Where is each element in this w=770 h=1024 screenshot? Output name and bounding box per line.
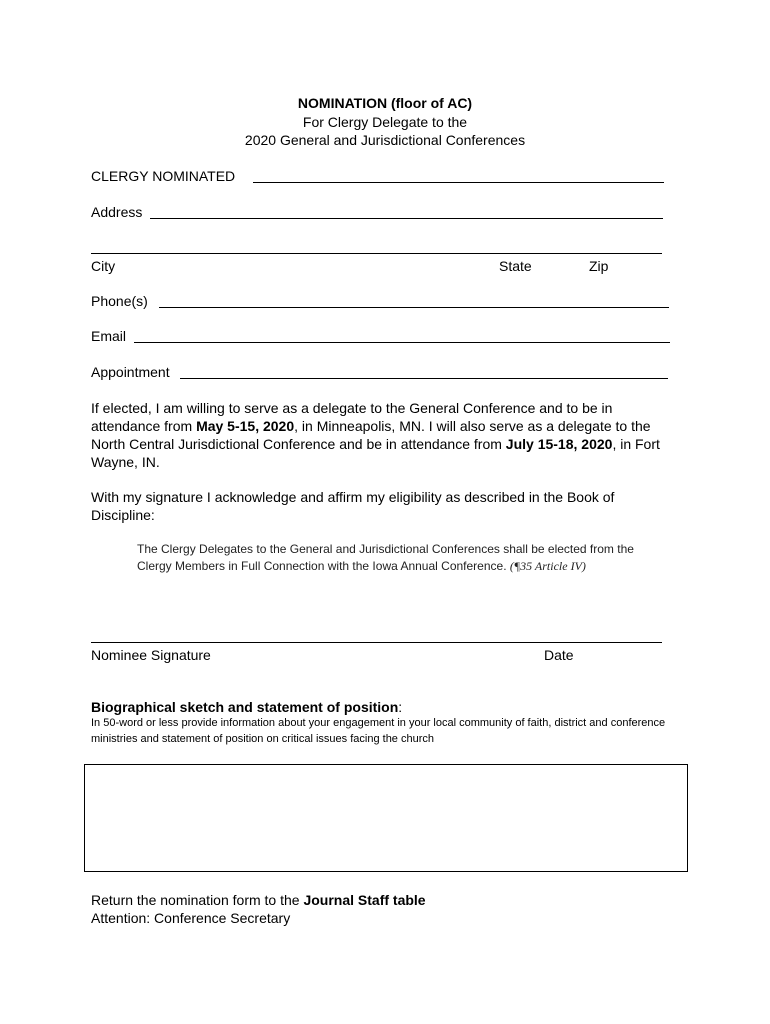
statement-text-2: , in Minneapolis, MN. I will also serve as a delegate to the North Central Jurisdictional Conference and be in attendance from xyxy=(91,418,651,452)
general-conference-dates: May 5-15, 2020 xyxy=(196,418,295,434)
attention-line: Attention: Conference Secretary xyxy=(91,910,291,926)
form-subtitle-line-1: For Clergy Delegate to the xyxy=(302,114,468,130)
return-instructions xyxy=(91,891,426,909)
discipline-quote xyxy=(137,541,667,575)
address-field-line-1[interactable] xyxy=(150,218,663,219)
bio-heading xyxy=(91,698,402,716)
bio-heading-text: Biographical sketch and statement of position xyxy=(91,699,399,715)
journal-staff-table: Journal Staff table xyxy=(303,892,426,908)
bio-instructions: In 50-word or less provide information about your engagement in your local community of faith, district and conference ministries and statement of position on critical issues facing the church xyxy=(91,717,666,745)
bio-text-box[interactable] xyxy=(84,764,688,872)
return-text: Return the nomination form to the xyxy=(91,892,304,908)
city-label: City xyxy=(91,258,116,274)
zip-label: Zip xyxy=(589,258,609,274)
willingness-statement xyxy=(91,399,681,471)
jurisdictional-conference-dates: July 15-18, 2020 xyxy=(505,436,613,452)
nominee-signature-field[interactable] xyxy=(91,642,662,643)
date-label: Date xyxy=(544,647,574,663)
address-label: Address xyxy=(91,204,143,220)
discipline-citation: (¶35 Article IV) xyxy=(509,559,586,573)
clergy-nominated-label: CLERGY NOMINATED xyxy=(91,168,236,184)
form-subtitle-line-2: 2020 General and Jurisdictional Conferences xyxy=(244,132,526,148)
statement-text-3: , in Fort Wayne, IN. xyxy=(91,436,660,470)
discipline-quote-text: The Clergy Delegates to the General and Jurisdictional Conferences shall be elected from the Clergy Members in Full Connection with the Iowa Annual Conference. xyxy=(137,542,634,573)
bio-heading-colon: : xyxy=(398,699,403,715)
eligibility-statement: With my signature I acknowledge and affirm my eligibility as described in the Book of Discipline: xyxy=(91,489,615,523)
email-label: Email xyxy=(91,328,127,344)
address-field-line-2[interactable] xyxy=(91,253,662,254)
nominee-signature-label: Nominee Signature xyxy=(91,647,211,663)
phone-label: Phone(s) xyxy=(91,293,148,309)
email-field[interactable] xyxy=(134,342,670,343)
form-title: NOMINATION (floor of AC) xyxy=(297,95,473,111)
statement-text-1: If elected, I am willing to serve as a delegate to the General Conference and to be in attendance from xyxy=(91,400,613,434)
appointment-label: Appointment xyxy=(91,364,170,380)
appointment-field[interactable] xyxy=(180,378,668,379)
phone-field[interactable] xyxy=(159,307,669,308)
clergy-nominated-field[interactable] xyxy=(253,182,664,183)
state-label: State xyxy=(499,258,532,274)
